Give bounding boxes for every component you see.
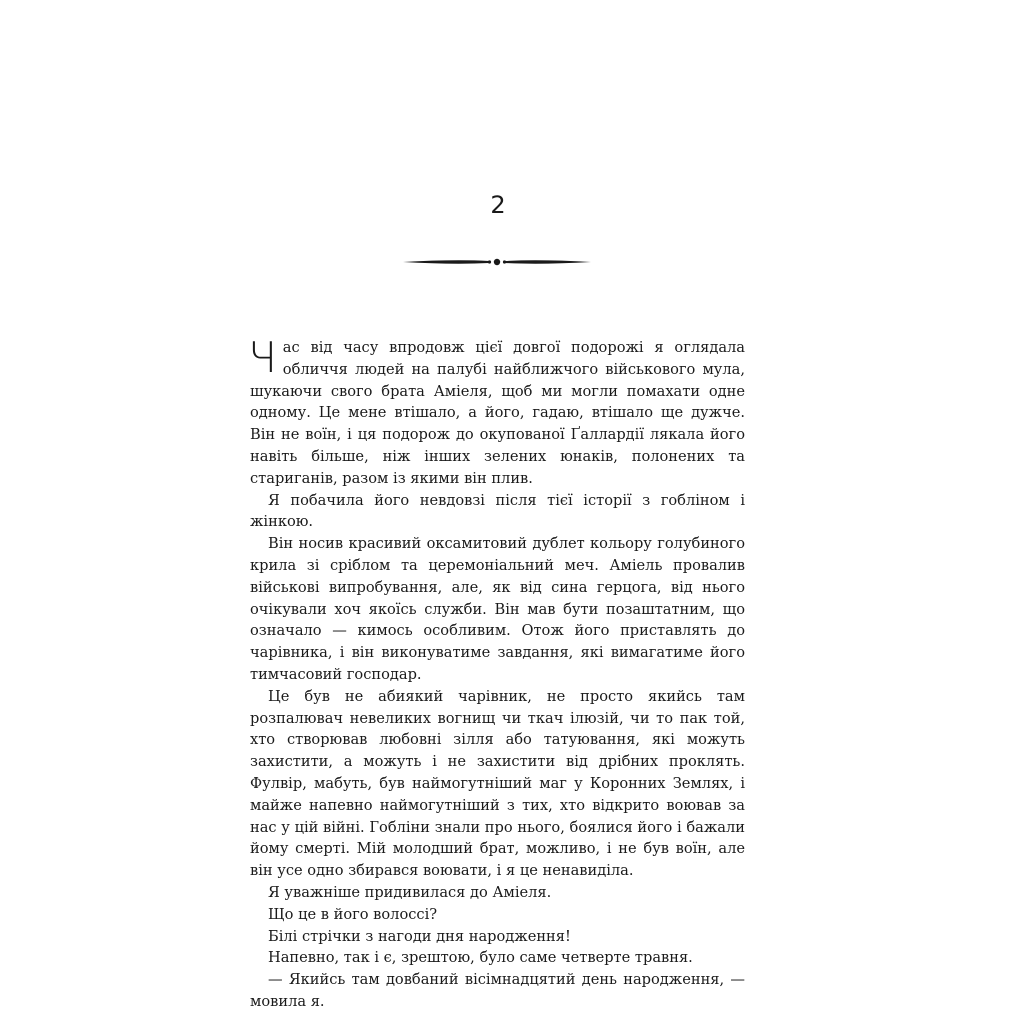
paragraph-4: Це був не абиякий чарівник, не просто якийсь там розпалювач невеликих вогнищ чи ткач ілюзій, чи то пак той, хто створював любовні зілля або татуювання, які можуть захистити, а можуть і не захистити від дрібних проклять. Фулвір, мабуть, був наймогутніший маг у Коронних Землях, і майже напевно наймогутніший з тих, хто відкрито воював за нас у цій війні. Гобліни знали про нього, боялися його і бажали йому смерті. Мій молодший брат, можливо, і не був воїн, але він усе одно збирався воювати, і я це ненавиділа. — [250, 687, 745, 880]
paragraph-5: Я уважніше придивилася до Аміеля. — [268, 883, 552, 901]
chapter-number: 2 — [490, 191, 506, 219]
body-text — [248, 333, 745, 1013]
paragraph-2: Я побачила його невдовзі після тієї історії з гобліном і жінкою. — [250, 491, 745, 531]
paragraph-7: Білі стрічки з нагоди дня народження! — [268, 927, 571, 945]
decorative-divider-icon — [403, 254, 591, 270]
paragraph-8: Напевно, так і є, зрештою, було саме четверте травня. — [268, 949, 693, 967]
paragraph-6: Що це в його волоссі? — [268, 905, 438, 923]
paragraph-9: — Якийсь там довбаний вісімнадцятий день народження, — мовила я. — [250, 971, 745, 1010]
paragraph-3: Він носив красивий оксамитовий дублет кольору голубиного крила зі сріблом та церемоніальний меч. Аміель провалив військові випробування, але, як від сина герцога, від нього очікували хоч якоїсь служби. Він мав бути позаштатним, що означало — кимось особливим. Отож його приставлять до чарівника, і він виконуватиме завдання, які вимагатиме його тимчасовий господар. — [250, 535, 745, 683]
paragraph-1-text: ас від часу впродовж цієї довгої подорожі я оглядала обличчя людей на палубі найближчого військового мула, шукаючи свого брата Аміеля, щоб ми могли помахати одне одному. Це мене втішало, а його, гадаю, втішало ще дужче. Він не воїн, і ця подорож до окупованої Ґаллардії лякала його навіть більше, ніж інших зелених юнаків, полонених та стариганів, разом із якими він плив. — [250, 339, 745, 487]
drop-cap: Ч — [248, 333, 277, 382]
paragraph-1 — [248, 333, 745, 490]
